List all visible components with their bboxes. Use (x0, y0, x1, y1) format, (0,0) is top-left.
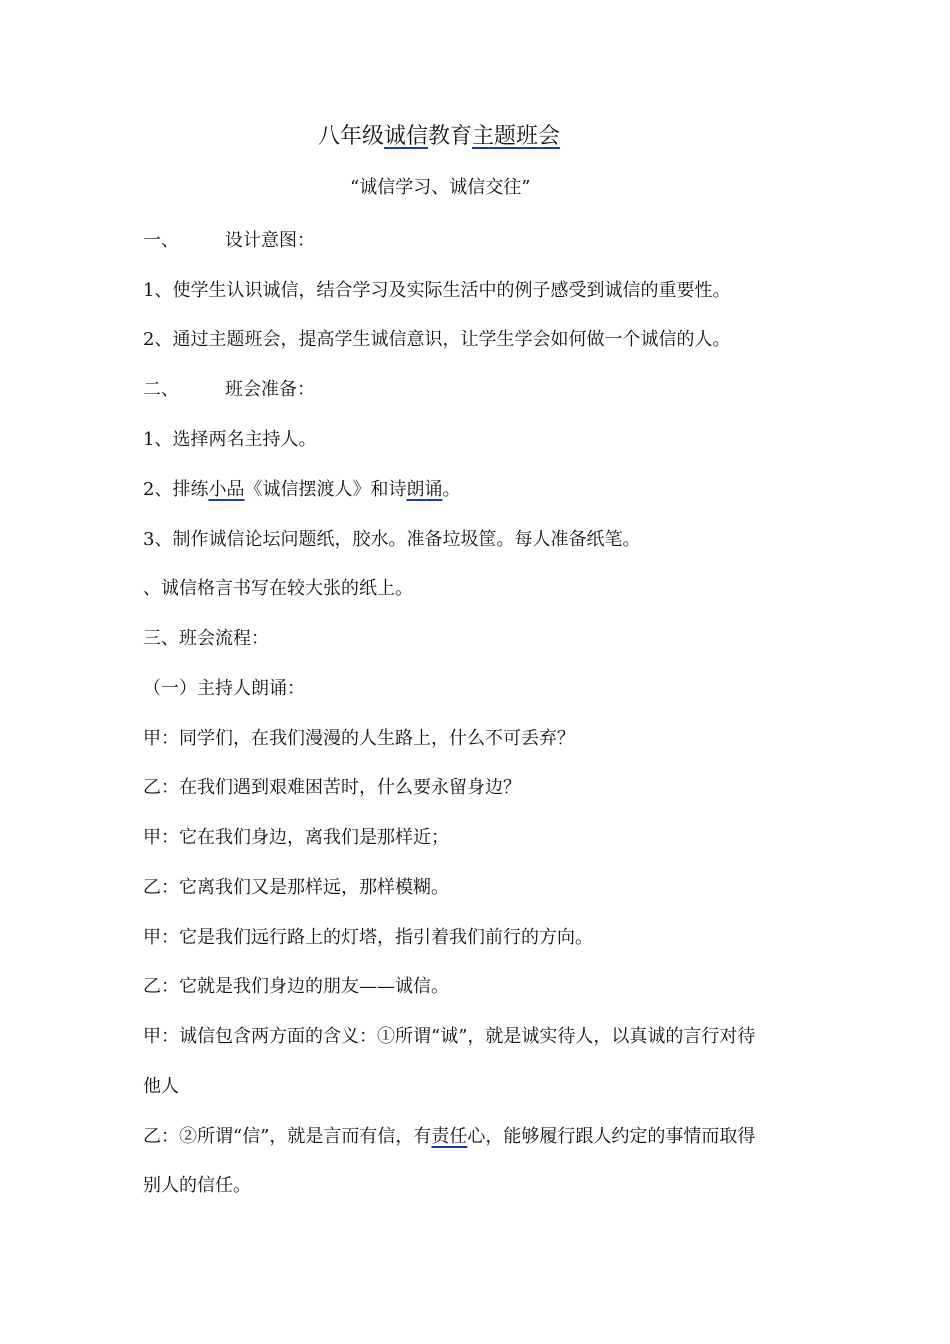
dialogue-line-5: 甲：它是我们远行路上的灯塔，指引着我们前行的方向。 (143, 927, 593, 948)
dialogue-line-7-continued: 他人 (143, 1076, 179, 1097)
prep-item-3: 3、制作诚信论坛问题纸，胶水。准备垃圾筐。每人准备纸笔。 (143, 529, 641, 550)
section-heading-prep: 二、 班会准备： (143, 379, 315, 400)
dialogue-line-7: 甲：诚信包含两方面的含义：①所谓“诚”，就是诚实待人，以真诚的言行对待 (143, 1026, 756, 1047)
design-item-2: 2、通过主题班会，提高学生诚信意识，让学生学会如何做一个诚信的人。 (143, 329, 731, 350)
link-skit: 小品 (208, 479, 245, 500)
title-part-grade: 八年级 (318, 124, 385, 149)
title-part-class-meeting: 主题班会 (472, 124, 561, 149)
dialogue-line-8-continued: 别人的信任。 (143, 1175, 251, 1196)
prep-item-4: 、诚信格言书写在较大张的纸上。 (143, 578, 413, 599)
dialogue-line-6: 乙：它就是我们身边的朋友——诚信。 (143, 976, 449, 997)
flow-subheading-recitation: （一）主持人朗诵： (143, 678, 305, 699)
dialogue-line-8: 乙：②所谓“信”，就是言而有信，有责任心，能够履行跟人约定的事情而取得 (143, 1126, 756, 1147)
design-item-1: 1、使学生认识诚信，结合学习及实际生活中的例子感受到诚信的重要性。 (143, 280, 731, 301)
section-heading-design: 一、 设计意图： (143, 230, 315, 251)
document-title (318, 122, 560, 152)
section-heading-flow: 三、班会流程： (143, 628, 269, 649)
title-part-education: 教育 (428, 124, 473, 149)
link-responsibility: 责任 (431, 1126, 468, 1147)
link-recitation: 朗诵 (406, 479, 443, 500)
dialogue-line-1: 甲：同学们，在我们漫漫的人生路上，什么不可丢弃？ (143, 728, 575, 749)
dialogue-line-3: 甲：它在我们身边，离我们是那样近； (143, 827, 449, 848)
document-subtitle: “诚信学习、诚信交往” (350, 177, 531, 198)
dialogue-line-2: 乙：在我们遇到艰难困苦时，什么要永留身边？ (143, 777, 521, 798)
prep-item-1: 1、选择两名主持人。 (143, 429, 317, 450)
dialogue-line-4: 乙：它离我们又是那样远，那样模糊。 (143, 877, 449, 898)
title-part-integrity: 诚信 (384, 124, 429, 149)
prep-item-2: 2、排练小品《诚信摆渡人》和诗朗诵。 (143, 479, 461, 500)
